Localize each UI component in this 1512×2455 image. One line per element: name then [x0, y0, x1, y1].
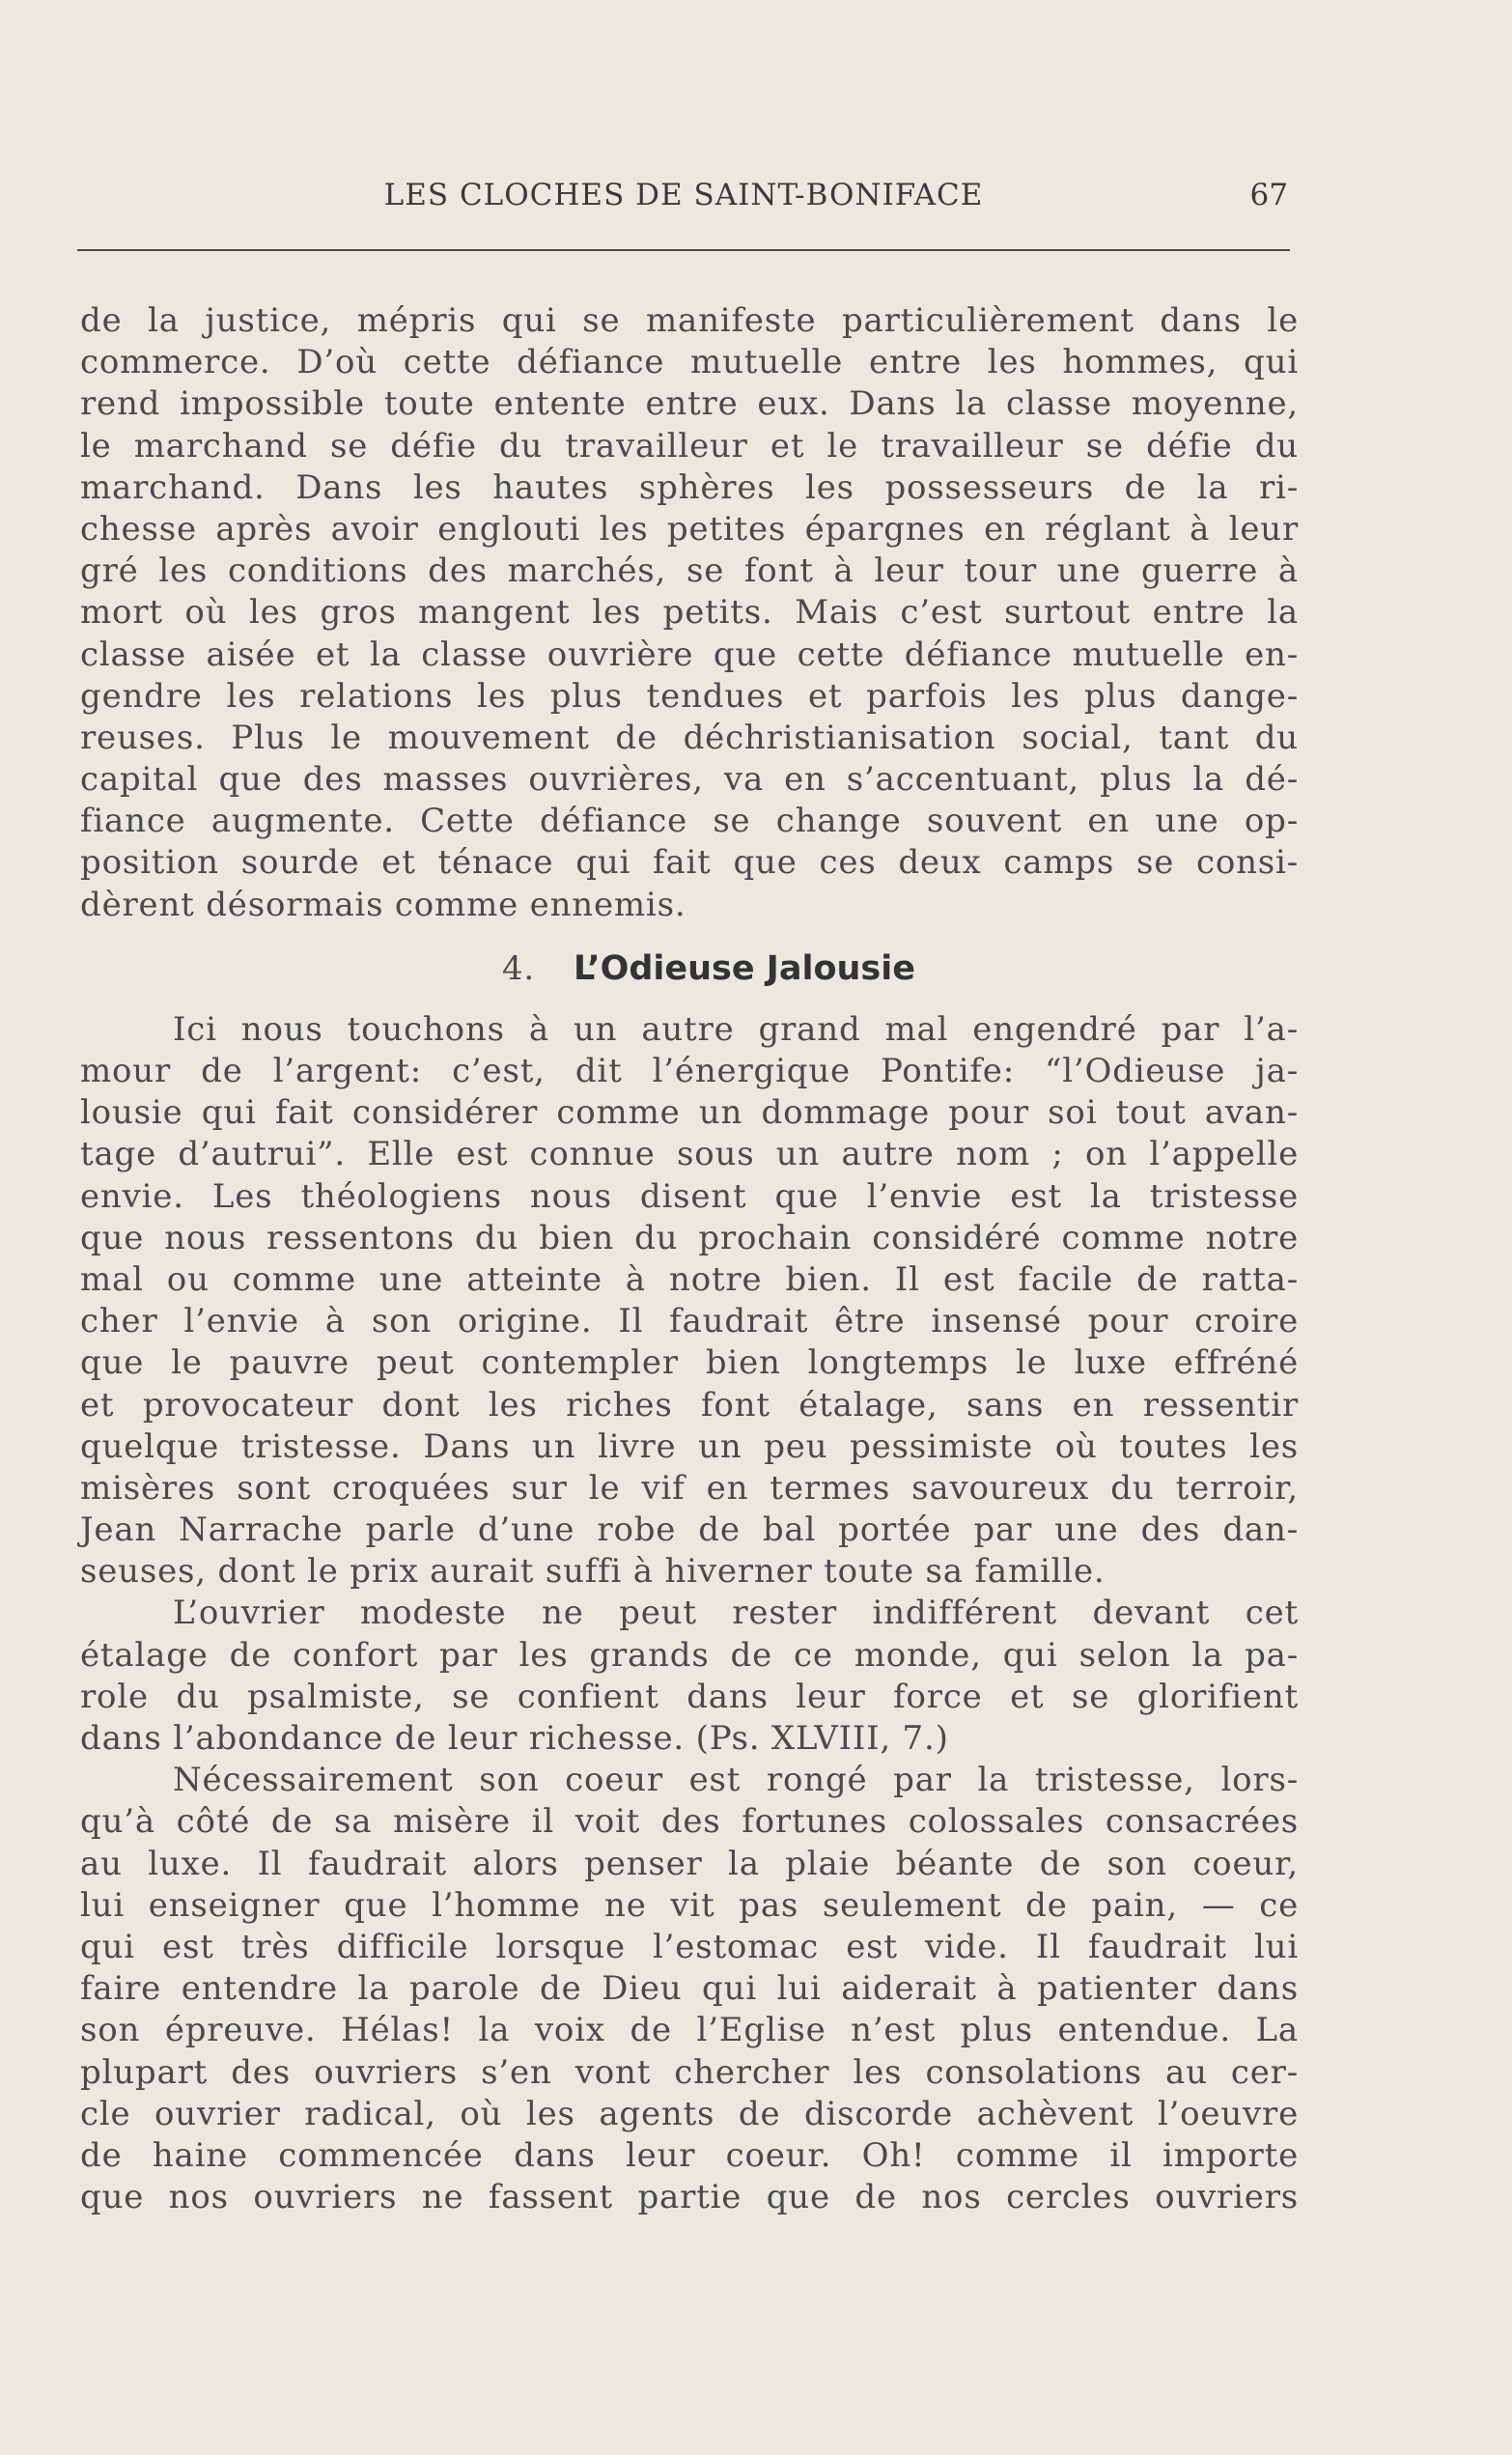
text-line: gré les conditions des marchés, se font à leur tour une guerre à: [80, 551, 1299, 591]
text-line: chesse après avoir englouti les petites épargnes en réglant à leur: [80, 509, 1299, 549]
text-line: commerce. D’où cette défiance mutuelle entre les hommes, qui: [80, 343, 1299, 382]
paragraph-1: [80, 300, 1299, 926]
text-line: tage d’autrui”. Elle est connue sous un autre nom ; on l’appelle: [80, 1135, 1299, 1174]
body-text: [80, 300, 1299, 2218]
section-title: L’Odieuse Jalousie: [574, 948, 915, 988]
paragraph-3: [80, 1593, 1299, 1760]
text-line: son épreuve. Hélas! la voix de l’Eglise n’est plus entendue. La: [80, 2011, 1299, 2050]
text-line: L’ouvrier modeste ne peut rester indifférent devant cet: [173, 1594, 1299, 1633]
text-line: dèrent désormais comme ennemis.: [80, 885, 686, 924]
text-line: qui est très difficile lorsque l’estomac est vide. Il faudrait lui: [80, 1927, 1299, 1966]
text-line: seuses, dont le prix aurait suffi à hiverner toute sa famille.: [80, 1552, 1106, 1592]
text-line: que nos ouvriers ne fassent partie que de nos cercles ouvriers: [80, 2178, 1299, 2217]
text-line: cher l’envie à son origine. Il faudrait être insensé pour croire: [80, 1302, 1299, 1341]
text-line: capital que des masses ouvrières, va en s’accentuant, plus la dé-: [80, 760, 1299, 800]
header-rule: [77, 249, 1290, 251]
text-line: Jean Narrache parle d’une robe de bal portée par une des dan-: [80, 1510, 1299, 1550]
paragraph-4: [80, 1760, 1299, 2218]
text-line: au luxe. Il faudrait alors penser la plaie béante de son coeur,: [80, 1844, 1299, 1883]
text-line: Nécessairement son coeur est rongé par la tristesse, lors-: [173, 1761, 1299, 1800]
text-line: plupart des ouvriers s’en vont chercher les consolations au cer-: [80, 2052, 1299, 2092]
text-line: et provocateur dont les riches font étalage, sans en ressentir: [80, 1385, 1299, 1425]
section-heading: [80, 944, 1299, 994]
text-line: de haine commencée dans leur coeur. Oh! comme il importe: [80, 2135, 1299, 2175]
text-line: fiance augmente. Cette défiance se change souvent en une op-: [80, 802, 1299, 841]
text-line: role du psalmiste, se confient dans leur force et se glorifient: [80, 1677, 1299, 1716]
text-line: que nous ressentons du bien du prochain considéré comme notre: [80, 1218, 1299, 1257]
text-line: faire entendre la parole de Dieu qui lui aiderait à patienter dans: [80, 1969, 1299, 2009]
text-line: mal ou comme une atteinte à notre bien. Il est facile de ratta-: [80, 1259, 1299, 1299]
text-line: rend impossible toute entente entre eux. Dans la classe moyenne,: [80, 384, 1299, 424]
text-line: de la justice, mépris qui se manifeste particulièrement dans le: [80, 301, 1299, 340]
page-number: 67: [1249, 178, 1288, 212]
text-line: que le pauvre peut contempler bien longtemps le luxe effréné: [80, 1343, 1299, 1383]
text-line: position sourde et ténace qui fait que ces deux camps se consi-: [80, 843, 1299, 883]
text-line: étalage de confort par les grands de ce monde, qui selon la pa-: [80, 1635, 1299, 1675]
text-line: misères sont croquées sur le vif en termes savoureux du terroir,: [80, 1468, 1299, 1508]
text-line: mour de l’argent: c’est, dit l’énergique Pontife: “l’Odieuse ja-: [80, 1052, 1299, 1090]
text-line: reuses. Plus le mouvement de déchristianisation social, tant du: [80, 718, 1299, 757]
paragraph-2: [80, 1009, 1299, 1594]
text-line: marchand. Dans les hautes sphères les possesseurs de la ri-: [80, 467, 1299, 507]
text-line: mort où les gros mangent les petits. Mais c’est surtout entre la: [80, 593, 1299, 633]
text-line: lousie qui fait considérer comme un dommage pour soi tout avan-: [80, 1093, 1299, 1133]
running-title: LES CLOCHES DE SAINT-BONIFACE: [383, 178, 984, 212]
section-number: 4.: [502, 948, 536, 988]
text-line: classe aisée et la classe ouvrière que cette défiance mutuelle en-: [80, 635, 1299, 674]
text-line: gendre les relations les plus tendues et parfois les plus dange-: [80, 676, 1299, 716]
text-line: Ici nous touchons à un autre grand mal engendré par l’a-: [173, 1009, 1299, 1049]
text-line: quelque tristesse. Dans un livre un peu pessimiste où toutes les: [80, 1426, 1299, 1466]
text-line: qu’à côté de sa misère il voit des fortunes colossales consacrées: [80, 1802, 1299, 1842]
page-header: [77, 174, 1290, 222]
text-line: le marchand se défie du travailleur et le travailleur se défie du: [80, 426, 1299, 466]
text-line: dans l’abondance de leur richesse. (Ps. XLVIII, 7.): [80, 1719, 949, 1758]
text-line: cle ouvrier radical, où les agents de discorde achèvent l’oeuvre: [80, 2094, 1299, 2133]
text-line: lui enseigner que l’homme ne vit pas seulement de pain, — ce: [80, 1885, 1299, 1925]
text-line: envie. Les théologiens nous disent que l’envie est la tristesse: [80, 1176, 1299, 1216]
